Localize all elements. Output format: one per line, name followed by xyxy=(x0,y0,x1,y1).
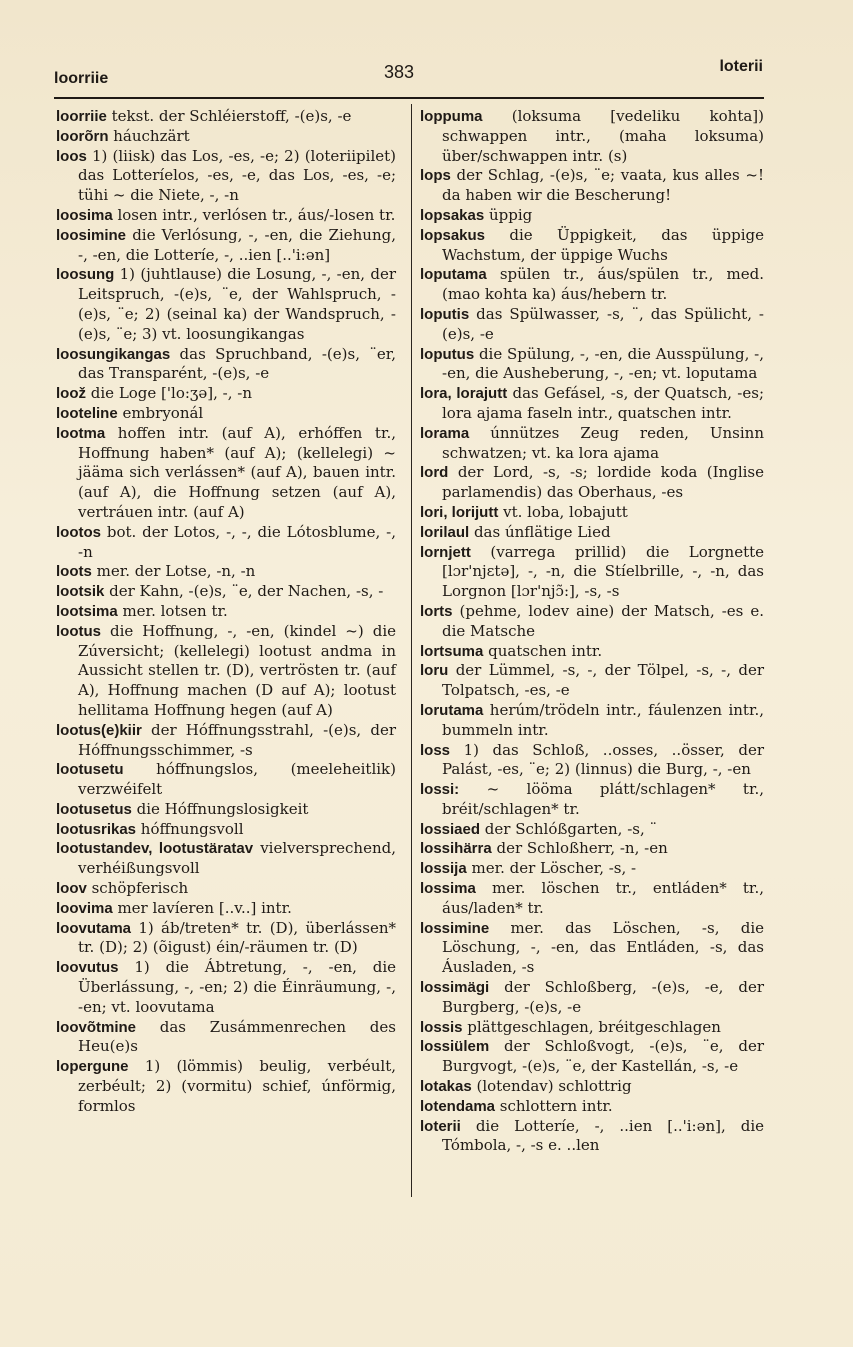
entry-definition: der Schloßherr, -n, -en xyxy=(491,839,668,858)
dictionary-entry xyxy=(420,523,764,543)
entry-definition: herúm/trödeln intr., fáulenzen intr., bummeln intr. xyxy=(442,700,764,739)
dictionary-entry xyxy=(56,384,396,404)
dictionary-entry xyxy=(56,147,396,206)
dictionary-entry xyxy=(56,839,396,879)
dictionary-entry xyxy=(420,107,764,166)
dictionary-entry xyxy=(56,622,396,721)
entry-headword: lora, lorajutt xyxy=(420,385,508,403)
dictionary-entry xyxy=(56,1057,396,1116)
entry-headword: loru xyxy=(420,662,449,680)
entry-definition: der Kahn, -(e)s, ¨e, der Nachen, -s, - xyxy=(104,582,384,601)
dictionary-entry xyxy=(420,226,764,266)
entry-headword: lootsik xyxy=(56,583,105,601)
dictionary-entry xyxy=(420,463,764,503)
dictionary-entry xyxy=(56,424,396,523)
entry-headword: loputama xyxy=(420,266,487,284)
entry-definition: embryonál xyxy=(117,403,204,422)
entry-definition: die Hoffnung, -, -en, (kindel ~) die Zúversicht; (kellelegi) lootust andma in Aussicht stellen tr. (D), vertrösten tr. (auf A), Hoffnung machen (D auf A); lootust hellitama Hoffnung hegen (auf A) xyxy=(78,621,396,719)
entry-definition: mer. das Löschen, -s, die Löschung, -, -en, das Entláden, -s, das Áusladen, -s xyxy=(442,918,764,977)
entry-definition: schöpferisch xyxy=(86,879,189,898)
entry-headword: lootsima xyxy=(56,602,118,620)
column-divider xyxy=(411,104,412,1197)
entry-definition: ~ lööma plátt/schlagen* tr., bréit/schlagen* tr. xyxy=(442,780,764,818)
entry-headword: loss xyxy=(420,741,451,759)
entry-headword: lopsakas xyxy=(420,206,485,224)
dictionary-entry xyxy=(420,206,764,226)
entry-headword: lopsakus xyxy=(420,226,486,244)
entry-headword: lossihärra xyxy=(420,840,492,858)
dictionary-entry xyxy=(56,899,396,919)
entry-definition: die Üppigkeit, das üppige Wachstum, der üppige Wuchs xyxy=(442,225,764,264)
entry-headword: lortsuma xyxy=(420,642,484,660)
entry-definition: mer. der Lotse, -n, -n xyxy=(91,562,256,581)
dictionary-entry xyxy=(420,305,764,345)
entry-headword: loputis xyxy=(420,305,470,323)
dictionary-entry xyxy=(420,820,764,840)
entry-headword: loos xyxy=(56,147,87,165)
entry-headword: loterii xyxy=(420,1117,461,1135)
entry-definition: der Schloßberg, -(e)s, -e, der Burgberg, -(e)s, -e xyxy=(442,978,764,1016)
entry-definition: der Schlag, -(e)s, ¨e; vaata, kus alles ~! da haben wir die Bescherung! xyxy=(442,166,764,205)
entry-headword: lossija xyxy=(420,860,467,878)
entry-headword: loorriie xyxy=(56,108,107,125)
dictionary-entry xyxy=(420,384,764,424)
entry-definition: háuchzärt xyxy=(108,126,190,145)
entry-definition: das Spülwasser, -s, ¨, das Spülicht, -(e)s, -e xyxy=(442,304,764,343)
entry-definition: hoffen intr. (auf A), erhóffen tr., Hoffnung haben* (auf A); (kellelegi) ~ jääma sich verlássen* (auf A), bauen intr. (auf A), die Hoffnung setzen (auf A), vertráuen intr. (auf A) xyxy=(78,423,396,521)
entry-definition: das Spruchband, -(e)s, ¨er, das Transparént, -(e)s, -e xyxy=(78,344,396,383)
dictionary-entry xyxy=(56,919,396,959)
entry-headword: lori, lorijutt xyxy=(420,503,499,521)
entry-definition: die Hóffnungslosigkeit xyxy=(131,799,309,818)
page-header xyxy=(54,58,763,94)
entry-definition: plättgeschlagen, bréitgeschlagen xyxy=(462,1017,721,1036)
entry-definition: das Zusámmenrechen des Heu(e)s xyxy=(78,1017,396,1056)
entry-definition: mer lavíeren [..v..] intr. xyxy=(112,898,292,917)
dictionary-entry xyxy=(56,602,396,622)
entry-definition: 1) die Ábtretung, -, -en, die Überlássung, -, -en; 2) die Éinräumung, -, -en; vt. loovutama xyxy=(78,958,396,1016)
entry-headword: lootustandev, lootustäratav xyxy=(56,840,254,858)
dictionary-entry xyxy=(56,879,396,899)
entry-definition: (loksuma [vedeliku kohta]) schwappen intr., (maha loksuma) über/schwappen intr. (s) xyxy=(442,107,764,165)
entry-headword: lorts xyxy=(420,602,453,620)
entry-headword: lootusrikas xyxy=(56,820,137,838)
dictionary-entry xyxy=(56,760,396,800)
entry-definition: mer. lotsen tr. xyxy=(117,601,228,620)
entry-headword: loosima xyxy=(56,206,113,224)
dictionary-entry xyxy=(56,582,396,602)
entry-headword: loosungikangas xyxy=(56,345,171,363)
dictionary-entry xyxy=(420,424,764,464)
dictionary-entry xyxy=(420,701,764,741)
entry-headword: loppuma xyxy=(420,108,483,125)
entry-definition: mer. löschen tr., entláden* tr., áus/laden* tr. xyxy=(442,879,764,917)
dictionary-entry xyxy=(420,1117,764,1157)
entry-headword: loož xyxy=(56,385,86,403)
dictionary-entry xyxy=(420,543,764,602)
dictionary-entry xyxy=(56,345,396,385)
dictionary-entry xyxy=(420,661,764,701)
entry-headword: lotakas xyxy=(420,1078,472,1096)
entry-definition: der Schloßvogt, -(e)s, ¨e, der Burgvogt, -(e)s, ¨e, der Kastellán, -s, -e xyxy=(442,1037,764,1076)
dictionary-entry xyxy=(420,859,764,879)
entry-definition: (varrega prillid) die Lorgnette [lɔr'njɛtə], -, -n, die Stíelbrille, -, -n, das Lorgnon [lɔr'njɔ̃:], -s, -s xyxy=(442,542,764,601)
dictionary-entry xyxy=(56,958,396,1017)
entry-definition: der Lümmel, -s, -, der Tölpel, -s, -, der Tolpatsch, -es, -e xyxy=(442,661,764,700)
entry-headword: lossiaed xyxy=(420,820,481,838)
dictionary-entry xyxy=(56,562,396,582)
dictionary-entry xyxy=(420,780,764,820)
dictionary-entry xyxy=(420,919,764,978)
left-guideword: loorriie xyxy=(54,70,109,87)
entry-headword: loovutama xyxy=(56,919,132,937)
entry-headword: lossis xyxy=(420,1018,463,1036)
dictionary-entry xyxy=(56,523,396,563)
entry-definition: losen intr., verlósen tr., áus/-losen tr. xyxy=(112,205,396,224)
entry-definition: spülen tr., áus/spülen tr., med. (mao kohta ka) áus/hebern tr. xyxy=(442,265,764,304)
entry-definition: hóffnungsvoll xyxy=(136,819,244,838)
entry-definition: üppig xyxy=(484,205,533,224)
entry-definition: 1) das Schloß, ..osses, ..össer, der Palást, -es, ¨e; 2) (linnus) die Burg, -, -en xyxy=(442,740,764,779)
entry-headword: lopergune xyxy=(56,1058,129,1076)
entry-definition: quatschen intr. xyxy=(483,641,603,660)
entry-definition: das Gefásel, -s, der Quatsch, -es; lora ajama faseln intr., quatschen intr. xyxy=(442,384,764,422)
header-rule xyxy=(54,97,764,99)
entry-definition: vielversprechend, verhéißungsvoll xyxy=(78,839,396,878)
entry-definition: das únflätige Lied xyxy=(469,522,611,541)
dictionary-entry xyxy=(420,741,764,781)
entry-headword: lootus xyxy=(56,622,101,640)
dictionary-entry xyxy=(56,226,396,266)
dictionary-entry xyxy=(420,265,764,305)
entry-definition: tekst. der Schléierstoff, -(e)s, -e xyxy=(106,107,352,125)
right-guideword: loterii xyxy=(719,58,763,75)
entry-headword: loovõtmine xyxy=(56,1018,137,1036)
dictionary-entry xyxy=(56,206,396,226)
dictionary-entry xyxy=(56,107,396,127)
dictionary-entry xyxy=(420,602,764,642)
entry-headword: lops xyxy=(420,167,451,185)
dictionary-entry xyxy=(420,1037,764,1077)
entry-headword: lootusetu xyxy=(56,761,124,779)
entry-headword: loosung xyxy=(56,266,115,284)
entry-headword: lossimine xyxy=(420,919,490,937)
page-number: 383 xyxy=(384,62,415,82)
dictionary-entry xyxy=(420,166,764,206)
dictionary-entry xyxy=(56,721,396,761)
dictionary-entry xyxy=(56,820,396,840)
entry-definition: 1) (liisk) das Los, -es, -e; 2) (loteriipilet) das Lotteríelos, -es, -e, das Los, -es, -e; tühi ~ die Niete, -, -n xyxy=(78,146,396,205)
entry-definition: hóffnungslos, (meeleheitlik) verzwéifelt xyxy=(78,760,396,799)
entry-definition: (pehme, lodev aine) der Matsch, -es e. die Matsche xyxy=(442,601,764,640)
entry-headword: loovutus xyxy=(56,959,119,977)
entry-headword: lossi: xyxy=(420,781,460,799)
dictionary-entry xyxy=(56,800,396,820)
entry-definition: 1) (lömmis) beulig, verbéult, zerbéult; 2) (vormitu) schief, únförmig, formlos xyxy=(78,1057,396,1115)
entry-headword: lootos xyxy=(56,523,101,541)
entry-definition: únnützes Zeug reden, Unsinn schwatzen; vt. ka lora ajama xyxy=(442,423,764,462)
dictionary-entry xyxy=(420,642,764,662)
entry-headword: lootma xyxy=(56,424,106,442)
dictionary-entry xyxy=(420,345,764,385)
dictionary-entry xyxy=(420,978,764,1018)
entry-definition: schlottern intr. xyxy=(495,1096,613,1115)
entry-definition: bot. der Lotos, -, -, die Lótosblume, -, -n xyxy=(78,522,396,561)
entry-headword: lotendama xyxy=(420,1097,496,1115)
entry-definition: der Schlóßgarten, -s, ¨ xyxy=(480,819,658,838)
entry-definition: der Lord, -s, -s; lordide koda (Inglise parlamendis) das Oberhaus, -es xyxy=(442,463,764,502)
entry-headword: lornjett xyxy=(420,543,471,561)
entry-headword: loosimine xyxy=(56,226,127,244)
entry-headword: lossimägi xyxy=(420,979,490,997)
dictionary-entry xyxy=(420,503,764,523)
dictionary-entry xyxy=(56,404,396,424)
entry-headword: loov xyxy=(56,880,87,898)
entry-definition: vt. loba, lobajutt xyxy=(498,502,628,521)
right-column xyxy=(420,107,764,1156)
entry-headword: looteline xyxy=(56,404,118,422)
entry-headword: lootus(e)kiir xyxy=(56,721,142,739)
entry-headword: loovima xyxy=(56,899,113,917)
dictionary-entry xyxy=(56,127,396,147)
dictionary-entry xyxy=(420,1077,764,1097)
entry-headword: lossiülem xyxy=(420,1038,490,1056)
entry-definition: 1) (juhtlause) die Losung, -, -en, der Leitspruch, -(e)s, ¨e, der Wahlspruch, -(e)s, ¨e; 2) (seinal ka) der Wandspruch, -(e)s, ¨e; 3) vt. loosungikangas xyxy=(78,265,396,343)
dictionary-entry xyxy=(56,1018,396,1058)
entry-headword: lorutama xyxy=(420,701,484,719)
entry-headword: lorilaul xyxy=(420,523,470,541)
entry-definition: 1) áb/treten* tr. (D), überlássen* tr. (D); 2) (õigust) éin/-räumen tr. (D) xyxy=(78,918,396,957)
dictionary-entry xyxy=(420,879,764,919)
entry-headword: lorama xyxy=(420,424,470,442)
entry-definition: die Spülung, -, -en, die Ausspülung, -, -en, die Ausheberung, -, -en; vt. loputama xyxy=(442,344,764,383)
entry-definition: (lotendav) schlottrig xyxy=(471,1077,632,1096)
dictionary-entry xyxy=(420,1018,764,1038)
entry-headword: loots xyxy=(56,563,92,581)
entry-definition: der Hóffnungsstrahl, -(e)s, der Hóffnungsschimmer, -s xyxy=(78,720,396,759)
entry-definition: mer. der Löscher, -s, - xyxy=(466,859,637,878)
entry-headword: lossima xyxy=(420,880,476,898)
left-column xyxy=(56,107,396,1117)
dictionary-entry xyxy=(56,265,396,344)
entry-headword: lord xyxy=(420,464,449,482)
entry-definition: die Loge ['lo:ʒə], -, -n xyxy=(86,384,252,403)
entry-headword: loorõrn xyxy=(56,127,109,145)
entry-definition: die Verlósung, -, -en, die Ziehung, -, -en, die Lotteríe, -, ..ien [..'i:ən] xyxy=(78,225,396,264)
entry-definition: die Lotteríe, -, ..ien [..'i:ən], die Tómbola, -, -s e. ..len xyxy=(442,1116,764,1155)
entry-headword: lootusetus xyxy=(56,800,132,818)
dictionary-entry xyxy=(420,839,764,859)
dictionary-entry xyxy=(420,1097,764,1117)
entry-headword: loputus xyxy=(420,345,475,363)
